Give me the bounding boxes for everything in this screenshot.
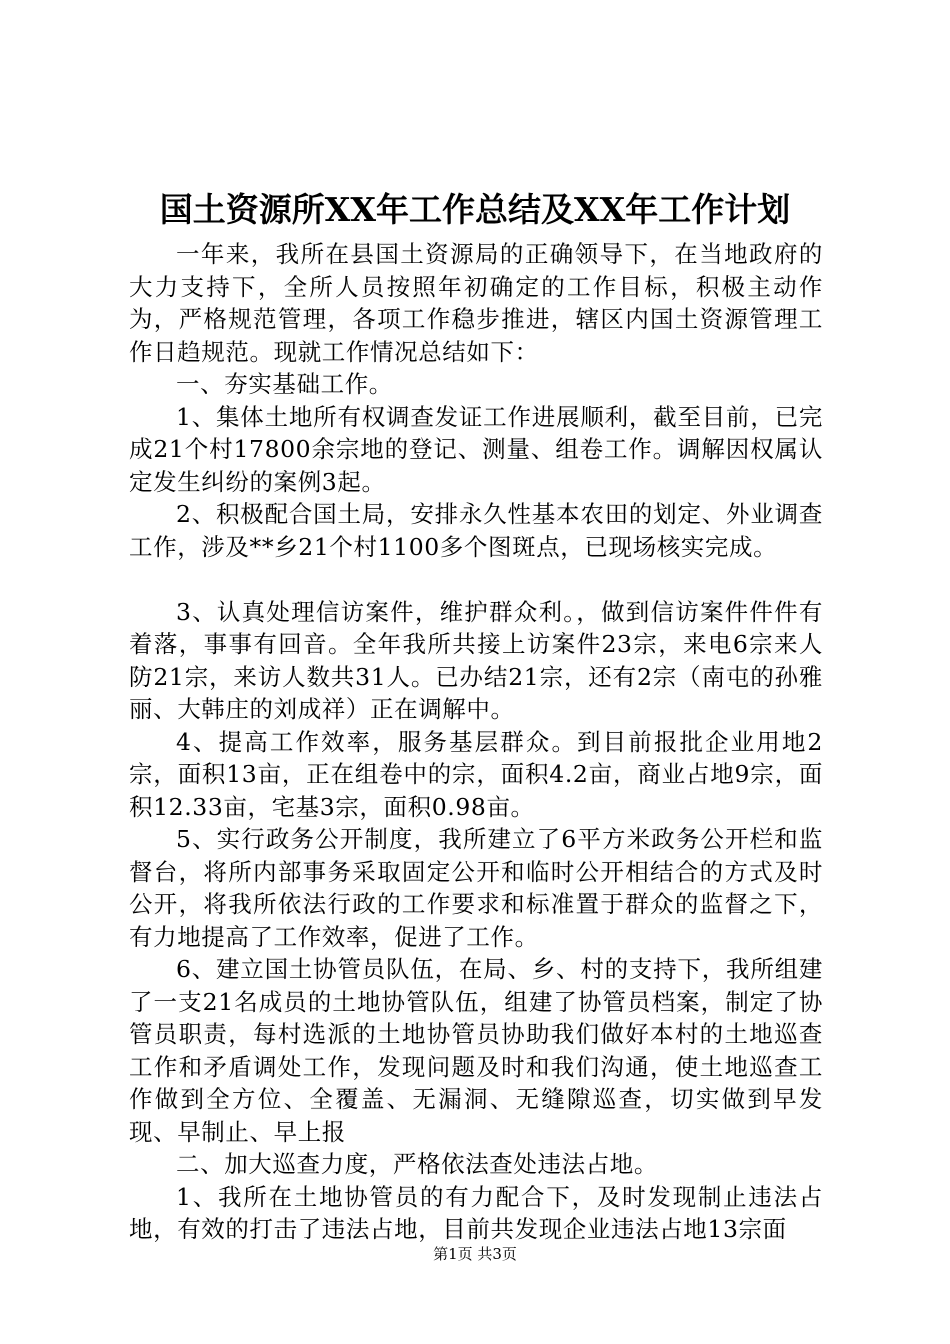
paragraph-intro: 一年来，我所在县国土资源局的正确领导下，在当地政府的大力支持下，全所人员按照年初确定的工作目标，积极主动作为，严格规范管理，各项工作稳步推进，辖区内国土资源管理工作日趋规范。现就工作情况总结如下：	[129, 240, 823, 366]
document-title: 国土资源所XX年工作总结及XX年工作计划	[159, 190, 791, 229]
paragraph-1-4: 4、提高工作效率，服务基层群众。到目前报批企业用地2宗，面积13亩，正在组卷中的宗，面积4.2亩，商业占地9宗，面积12.33亩，宅基3宗，面积0.98亩。	[129, 727, 823, 821]
paragraph-1-5: 5、实行政务公开制度，我所建立了6平方米政务公开栏和监督台，将所内部事务采取固定公开和临时公开相结合的方式及时公开，将我所依法行政的工作要求和标准置于群众的监督之下，有力地提高了工作效率，促进了工作。	[129, 825, 823, 951]
paragraph-1-6: 6、建立国土协管员队伍，在局、乡、村的支持下，我所组建了一支21名成员的土地协管队伍，组建了协管员档案，制定了协管员职责，每村选派的土地协管员协助我们做好本村的土地巡查工作和矛盾调处工作，发现问题及时和我们沟通，使土地巡查工作做到全方位、全覆盖、无漏洞、无缝隙巡查，切实做到早发现、早制止、早上报	[129, 955, 823, 1146]
page-footer: 第1页 共3页	[433, 1245, 517, 1263]
document-body	[129, 238, 823, 1246]
paragraph-1-1: 1、集体土地所有权调查发证工作进展顺利，截至目前，已完成21个村17800余宗地的登记、测量、组卷工作。调解因权属认定发生纠纷的案例3起。	[129, 402, 823, 496]
section-heading-1: 一、夯实基础工作。	[176, 370, 393, 398]
paragraph-1-3: 3、认真处理信访案件，维护群众利。，做到信访案件件件有着落，事事有回音。全年我所共接上访案件23宗，来电6宗来人防21宗，来访人数共31人。已办结21宗，还有2宗（南屯的孙雅丽、大韩庄的刘成祥）正在调解中。	[129, 597, 823, 723]
paragraph-1-2: 2、积极配合国土局，安排永久性基本农田的划定、外业调查工作，涉及**乡21个村1100多个图斑点，已现场核实完成。	[129, 500, 823, 561]
paragraph-2-1: 1、我所在土地协管员的有力配合下，及时发现制止违法占地，有效的打击了违法占地，目前共发现企业违法占地13宗面	[129, 1182, 823, 1243]
section-heading-2: 二、加大巡查力度，严格依法查处违法占地。	[176, 1150, 658, 1178]
